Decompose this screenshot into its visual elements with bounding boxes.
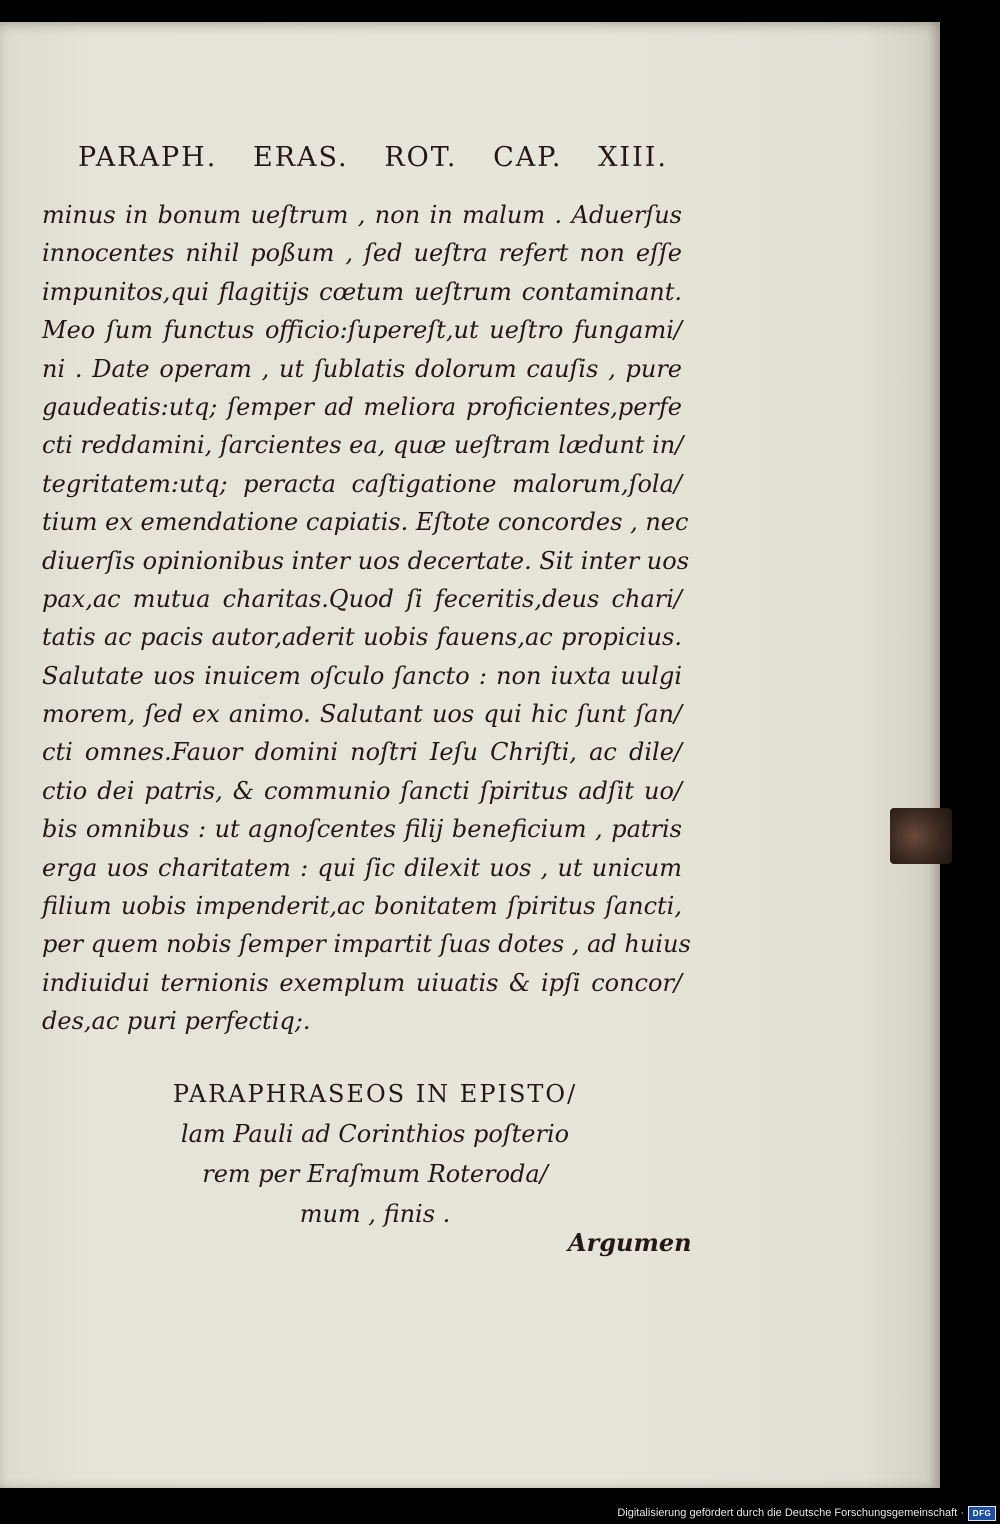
running-header: [78, 142, 668, 173]
funding-footer: [560, 1505, 996, 1521]
dfg-logo-icon: DFG: [968, 1506, 996, 1521]
text-line: morem, ſed ex animo. Salutant uos qui hic ſunt ſan/: [42, 700, 682, 729]
text-line: Meo ſum functus officio:ſupereſt,ut ueſtro fungami/: [42, 316, 682, 345]
colophon-line: mum , finis .: [299, 1200, 451, 1228]
text-line: tatis ac pacis autor,aderit uobis fauens,ac propicius.: [42, 623, 682, 652]
text-line: impunitos,qui flagitijs cœtum ueſtrum contaminant.: [42, 277, 682, 306]
funding-note: Digitalisierung gefördert durch die Deutsche Forschungsgemeinschaft ·: [617, 1507, 964, 1519]
text-line: bis omnibus : ut agnoſcentes filij beneficium , patris: [42, 815, 682, 844]
text-line: tegritatem:utq; peracta caſtigatione malorum,ſola/: [42, 469, 682, 498]
text-line: erga uos charitatem : qui ſic dilexit uos , ut unicum: [42, 853, 682, 882]
running-title-word: ROT.: [384, 142, 458, 173]
text-line: ni . Date operam , ut ſublatis dolorum cauſis , pure: [42, 354, 682, 383]
catchword: Argumen: [568, 1228, 692, 1257]
body-text: [42, 196, 691, 1041]
text-line: minus in bonum ueſtrum , non in malum . Aduerſus: [42, 201, 682, 229]
running-title-word: PARAPH.: [78, 142, 218, 173]
text-line: cti reddamini, ſarcientes ea, quæ ueſtram lædunt in/: [42, 431, 684, 460]
chapter-number: XIII.: [598, 142, 668, 173]
text-line: cti omnes.Fauor domini noſtri Ieſu Chriſti, ac dile/: [42, 738, 682, 767]
text-line: pax,ac mutua charitas.Quod ſi feceritis,deus chari/: [42, 584, 682, 613]
colophon-line: lam Pauli ad Corinthios poſterio: [180, 1120, 570, 1148]
text-line: innocentes nihil poßum , ſed ueſtra refert non eſſe: [42, 239, 682, 268]
text-line: diuerſis opinionibus inter uos decertate. Sit inter uos: [42, 546, 690, 575]
text-line: tium ex emendatione capiatis. Eſtote concordes , nec: [42, 508, 689, 537]
text-line: Salutate uos inuicem oſculo ſancto : non iuxta uulgi: [42, 661, 682, 690]
text-line: indiuidui ternionis exemplum uiuatis & ipſi concor/: [42, 968, 682, 997]
running-title-word: CAP.: [493, 142, 563, 173]
colophon-line: PARAPHRASEOS IN EPISTO/: [172, 1080, 578, 1108]
colophon: [140, 1074, 610, 1234]
text-line: per quem nobis ſemper impartit ſuas dotes , ad huius: [42, 930, 691, 959]
text-line: des,ac puri perfectiq;.: [42, 1007, 311, 1036]
text-line: gaudeatis:utq; ſemper ad meliora proficientes,perfe: [42, 392, 682, 421]
text-line: filium uobis impenderit,ac bonitatem ſpiritus ſancti,: [42, 892, 682, 921]
text-line: ctio dei patris, & communio ſancti ſpiritus adſit uo/: [42, 776, 682, 805]
page-tab-marker: [890, 808, 952, 864]
colophon-line: rem per Eraſmum Roteroda/: [202, 1160, 548, 1188]
running-title-word: ERAS.: [252, 142, 349, 173]
